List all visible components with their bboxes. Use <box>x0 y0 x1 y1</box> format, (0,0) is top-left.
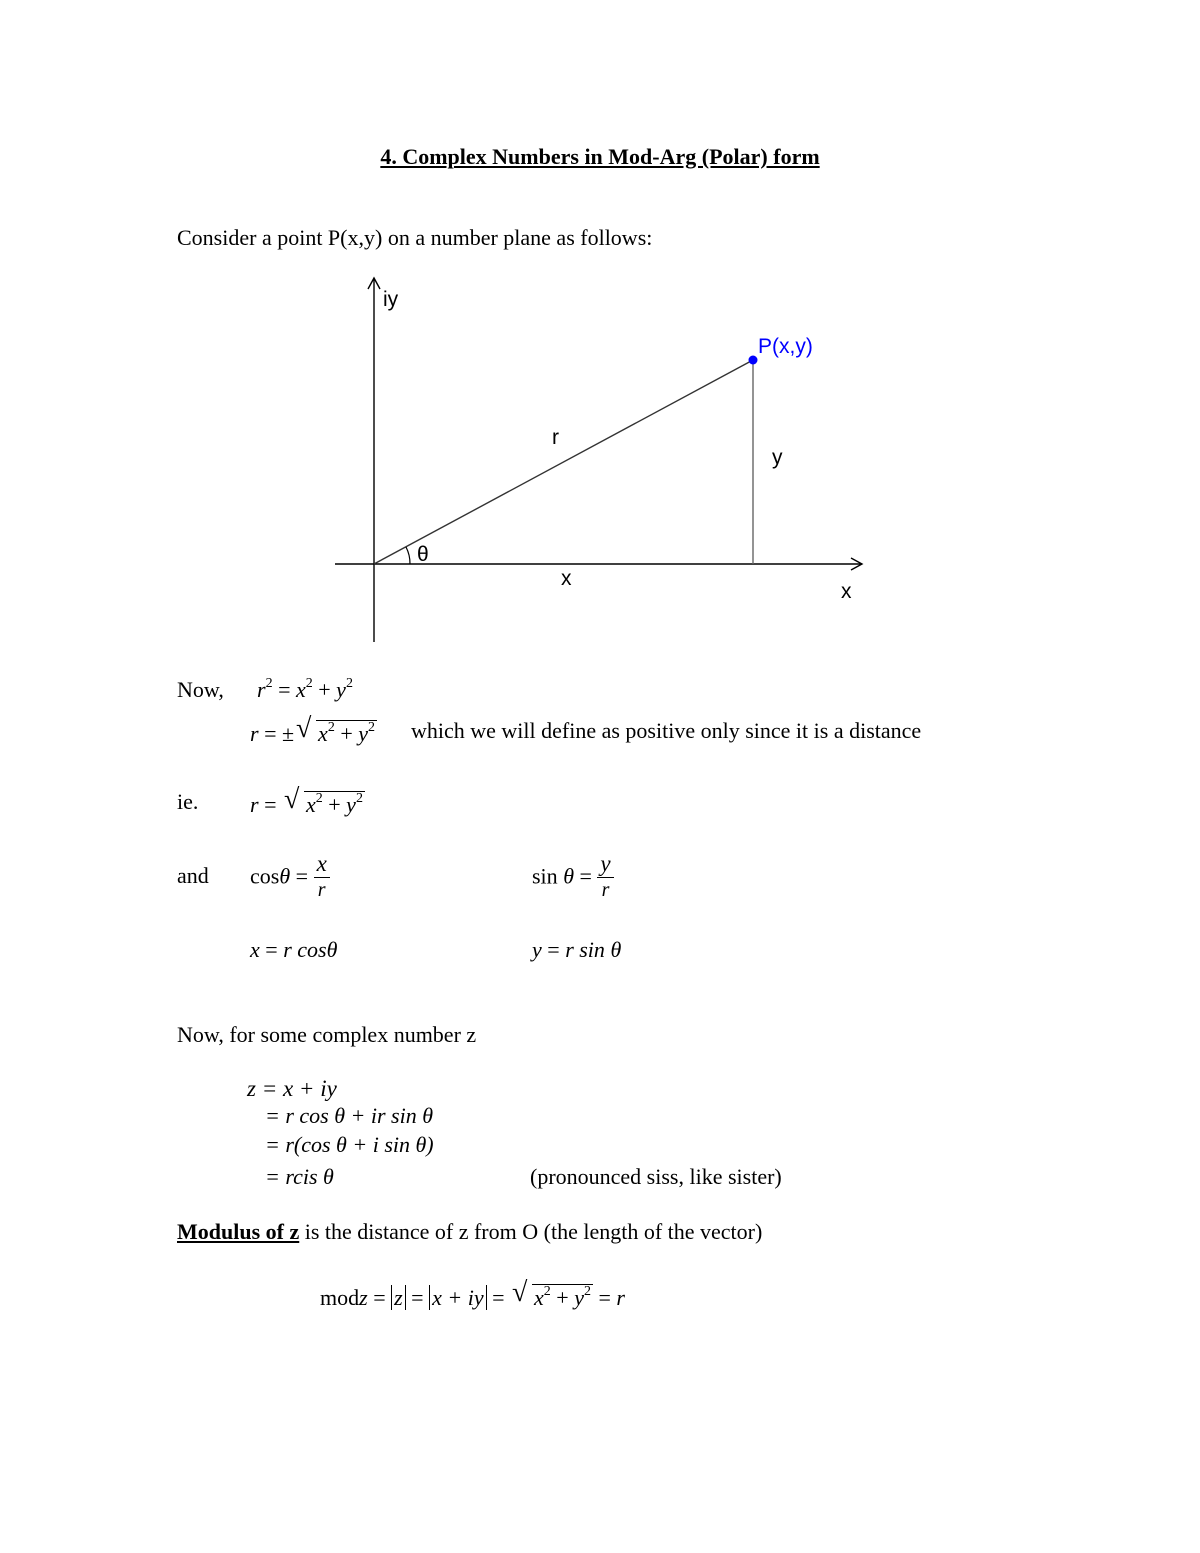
angle-label: θ <box>417 543 429 566</box>
y-axis-label: iy <box>383 288 399 311</box>
modulus-definition <box>177 1221 762 1243</box>
opposite-label: y <box>772 446 783 469</box>
polar-diagram <box>0 0 1200 660</box>
cos-ratio: cosθ = $\frac{x}{r}$ <box>250 851 330 902</box>
intro-text: Consider a point P(x,y) on a number plane as follows: <box>177 225 653 250</box>
point-p-marker <box>749 356 758 365</box>
complex-line-4: = rcis θ <box>265 1164 334 1189</box>
complex-line-1: z = x + iy <box>247 1076 337 1101</box>
angle-arc <box>406 547 410 564</box>
x-axis-label: x <box>841 580 852 603</box>
radius-label: r <box>552 426 559 449</box>
cis-pronunciation-note: (pronounced siss, like sister) <box>530 1164 782 1189</box>
complex-line-3: = r(cos θ + i sin θ) <box>265 1132 434 1157</box>
modulus-definition-text: is the distance of z from O (the length of the vector) <box>304 1219 763 1244</box>
modulus-term: Modulus of z <box>177 1219 300 1244</box>
equation-r-squared: $r^2 = x^2 + y^2$ <box>257 676 353 702</box>
equation-r-plusminus: r = ± √ $x^2 + y^2$ <box>250 713 375 746</box>
equation-r-definition: r = √ $x^2 + y^2$ <box>250 784 363 817</box>
page-title: 4. Complex Numbers in Mod-Arg (Polar) form <box>380 144 820 169</box>
radius-line <box>374 360 753 564</box>
complex-line-2: = r cos θ + ir sin θ <box>265 1103 434 1128</box>
now-label: Now, <box>177 677 224 702</box>
sin-ratio: sin θ = $\frac{y}{r}$ <box>532 851 614 902</box>
and-label: and <box>177 863 209 888</box>
positive-distance-note: which we will define as positive only since it is a distance <box>411 718 922 743</box>
y-equals-rsin: y = r sin θ <box>532 937 622 962</box>
point-p-label: P(x,y) <box>758 335 813 358</box>
adjacent-label: x <box>561 567 572 590</box>
x-equals-rcos: x = r cosθ <box>250 937 338 962</box>
ie-label: ie. <box>177 789 199 814</box>
complex-intro: Now, for some complex number z <box>177 1022 477 1047</box>
modulus-formula: modz = z = x + iy = √ $x^2 + y^2 = r$ <box>320 1277 625 1310</box>
